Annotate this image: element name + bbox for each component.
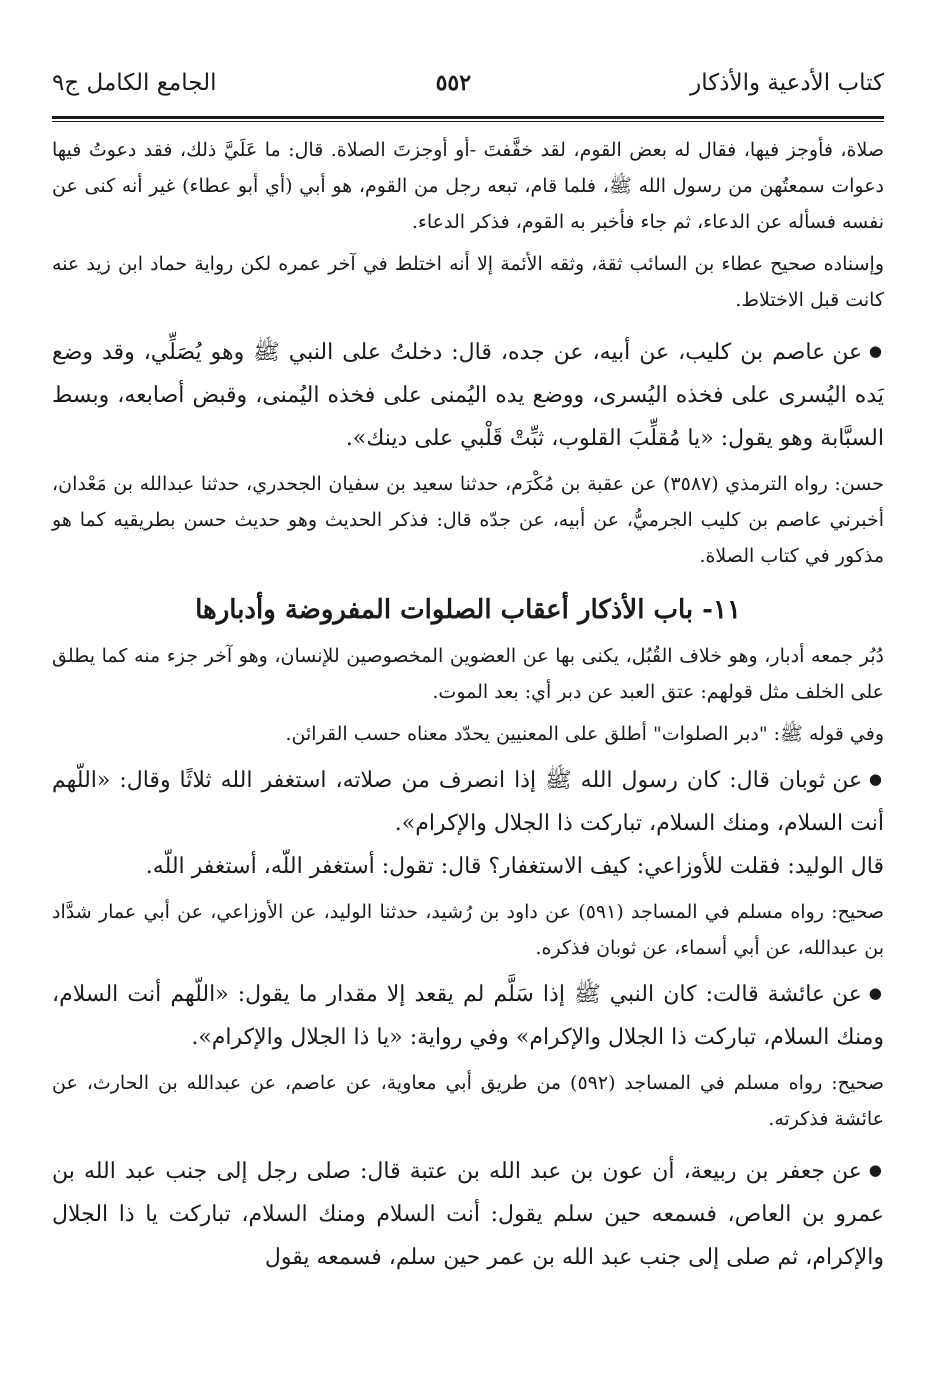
definition-dubur: دُبُر جمعه أدبار، وهو خلاف القُبُل، يكنى بها عن العضوين المخصوصين للإنسان، وهو آخر جزء منه كما يطلق على الخلف مثل قولهم: عتق العبد عن دبر أي: بعد الموت. (52, 645, 884, 703)
isnad-note: وإسناده صحيح عطاء بن السائب ثقة، وثقه الأئمة إلا أنه اختلط في آخر عمره لكن رواية حماد ابن زيد عنه كانت قبل الاختلاط. (52, 253, 884, 311)
hadith-asim: ● عن عاصم بن كليب، عن أبيه، عن جده، قال: دخلتُ على النبي ﷺ وهو يُصَلِّي، وقد وضع يَده اليُسرى على فخذه اليُسرى، ووضع يده اليُمنى على فخذه اليُمنى، وقبض أصابعه، وبسط السبَّابة وهو يقول: «يا مُقلِّبَ القلوب، ثبِّتْ قَلْبي على دينك». (52, 330, 884, 460)
book-title: كتاب الأدعية والأذكار (690, 70, 884, 96)
hadith-jafar: ● عن جعفر بن ربيعة، أن عون بن عبد الله بن عتبة قال: صلى رجل إلى جنب عبد الله بن عمرو بن العاص، فسمعه حين سلم يقول: أنت السلام ومنك السلام، تباركت يا ذا الجلال والإكرام، ثم صلى إلى جنب عبد الله بن عمر حين سلم، فسمعه يقول (52, 1149, 884, 1279)
paragraph-continuation: صلاة، فأوجز فيها، فقال له بعض القوم، لقد خفَّفتَ -أو أوجزتَ الصلاة. قال: ما عَلَيَّ ذلك، فقد دعوتُ فيها دعوات سمعتُهن من رسول الله ﷺ، فلما قام، تبعه رجل من القوم، هو أبي (أي أبو عطاء) غير أنه كنى عن نفسه فسأله عن الدعاء، ثم جاء فأخبر به القوم، فذكر الدعاء. (52, 139, 884, 233)
page-header (52, 70, 884, 110)
hadith-thawban: ● عن ثوبان قال: كان رسول الله ﷺ إذا انصرف من صلاته، استغفر الله ثلاثًا وقال: «اللّهم أنت السلام، ومنك السلام، تباركت ذا الجلال والإكرام». (52, 758, 884, 845)
document-page (52, 70, 884, 1279)
header-rule-thick (52, 116, 884, 119)
section-heading: ١١- باب الأذكار أعقاب الصلوات المفروضة وأدبارها (195, 595, 741, 625)
takhrij-muslim-591: صحيح: رواه مسلم في المساجد (٥٩١) عن داود بن رُشيد، حدثنا الوليد، عن الأوزاعي، عن أبي عمار شدَّاد بن عبدالله، عن أبي أسماء، عن ثوبان فذكره. (52, 901, 885, 959)
page-number: ٥٥٢ (435, 70, 472, 96)
takhrij-muslim-592: صحيح: رواه مسلم في المساجد (٥٩٢) من طريق أبي معاوية، عن عاصم، عن عبدالله بن الحارث، عن عائشة فذكرته. (52, 1072, 884, 1130)
takhrij-tirmidhi: حسن: رواه الترمذي (٣٥٨٧) عن عقبة بن مُكْرَم، حدثنا سعيد بن سفيان الجحدري، حدثنا عبدالله بن مَعْدان، أخبرني عاصم بن كليب الجرميُّ، عن أبيه، عن جدّه قال: فذكر الحديث وهو حديث حسن بطريقيه كما هو مذكور في كتاب الصلاة. (52, 473, 884, 567)
walid-quote: قال الوليد: فقلت للأوزاعي: كيف الاستغفار؟ قال: تقول: أستغفر اللّه، أستغفر اللّه. (145, 854, 884, 879)
header-rule-thin (52, 121, 884, 122)
hadith-aisha: ● عن عائشة قالت: كان النبي ﷺ إذا سَلَّم لم يقعد إلا مقدار ما يقول: «اللّهم أنت السلام، ومنك السلام، تباركت ذا الجلال والإكرام» وفي رواية: «يا ذا الجلال والإكرام». (52, 972, 884, 1059)
volume-title: الجامع الكامل ج٩ (52, 70, 217, 96)
note-dubur-salawat: وفي قوله ﷺ: "دبر الصلوات" أطلق على المعنيين يحدّد معناه حسب القرائن. (285, 723, 884, 745)
